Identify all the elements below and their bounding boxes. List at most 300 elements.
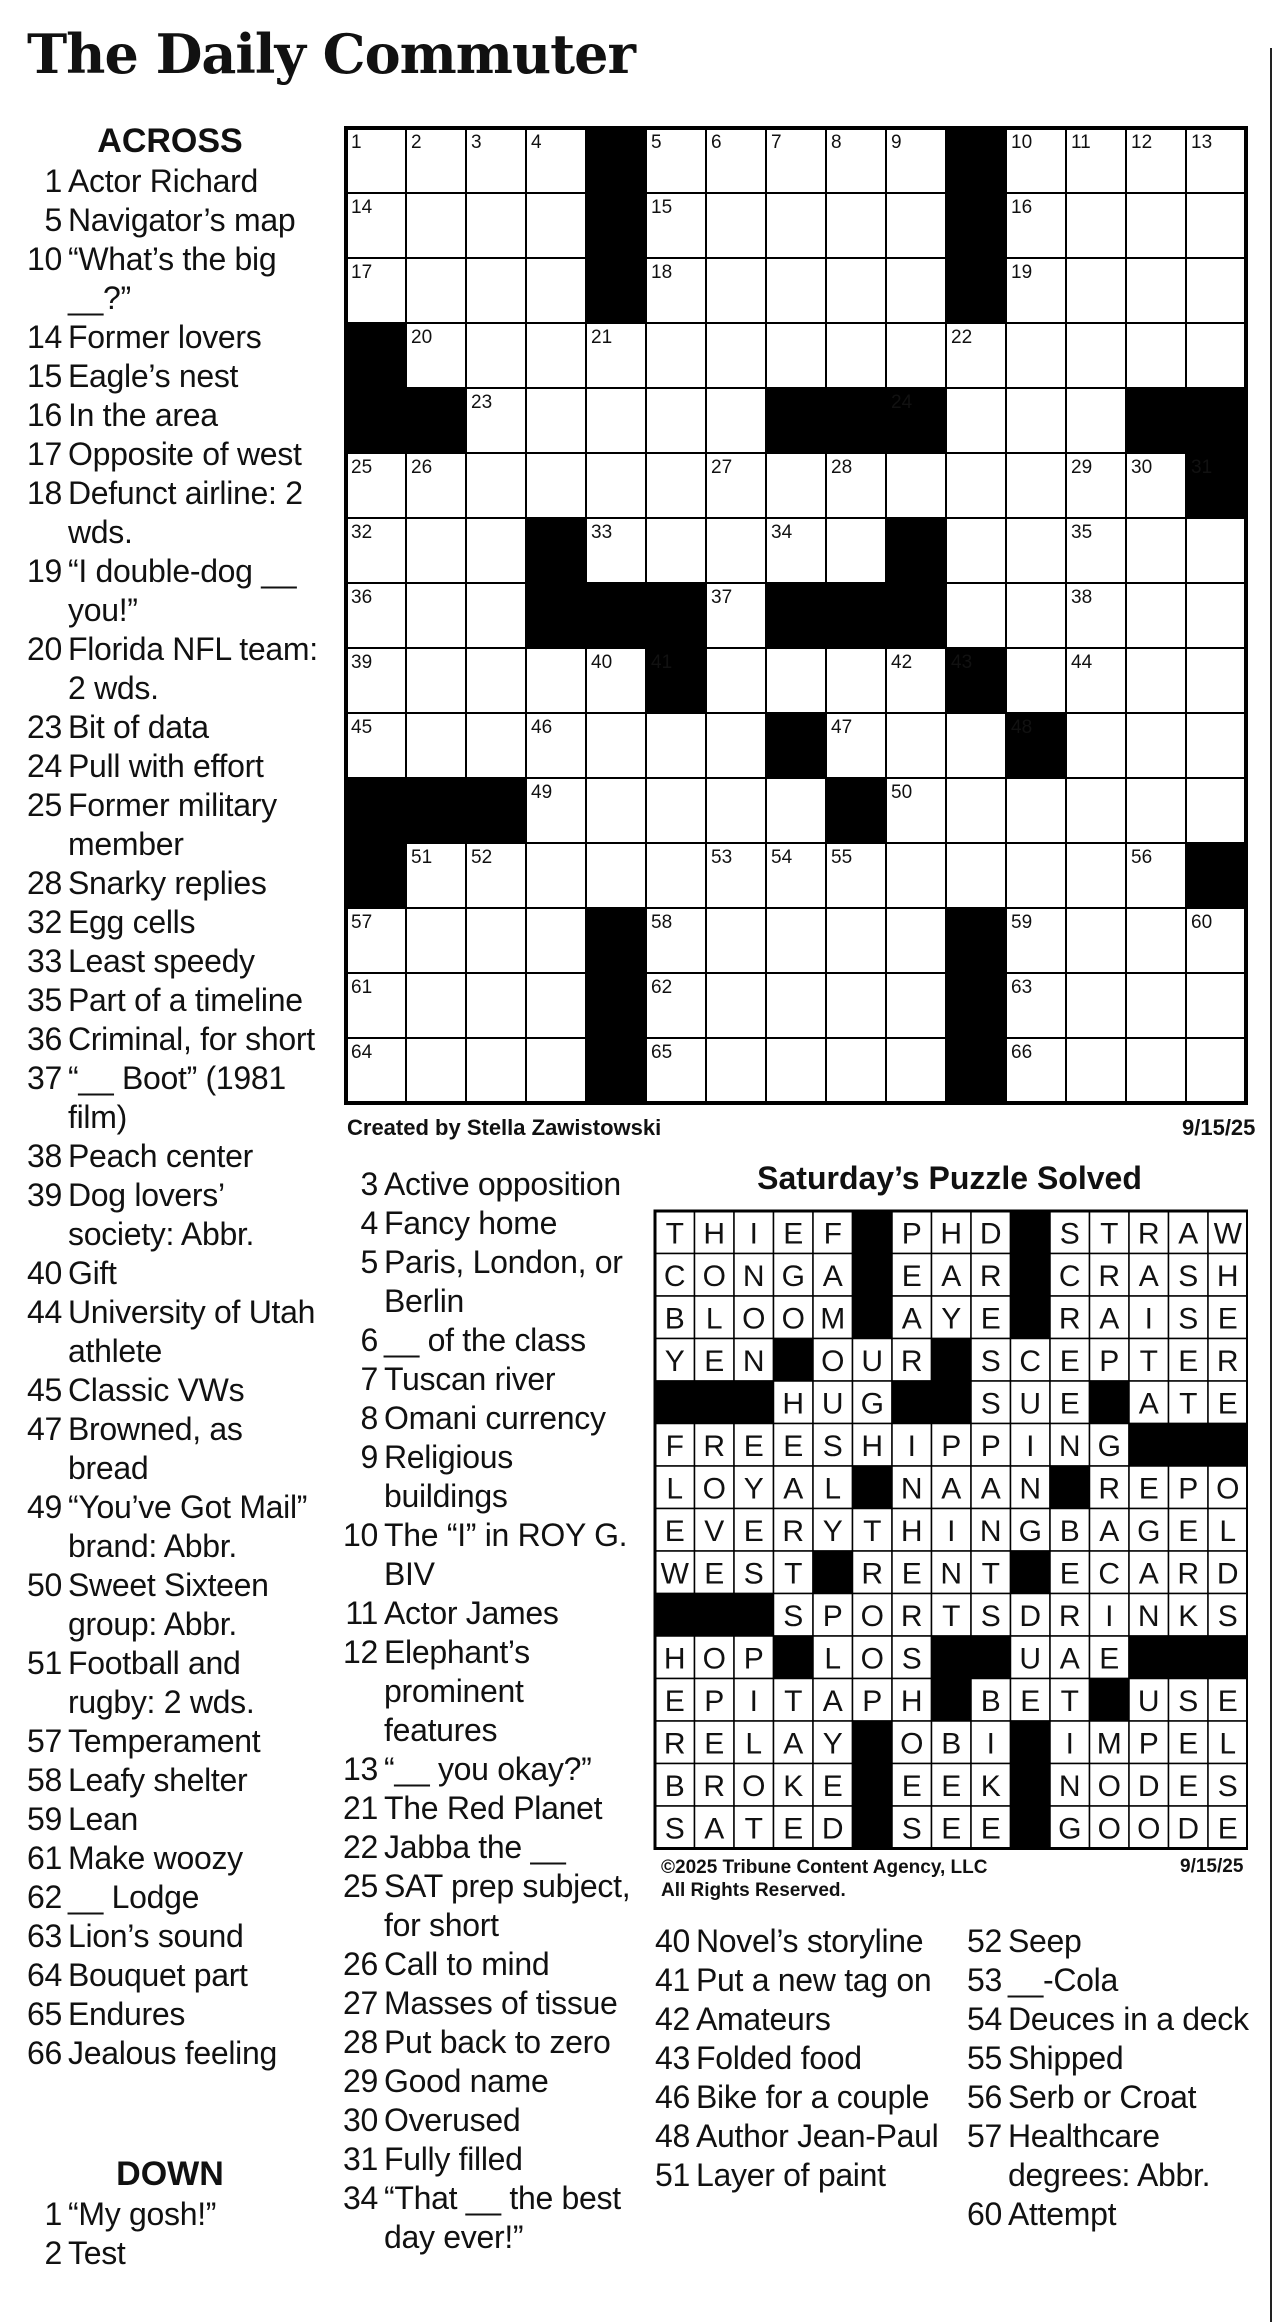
grid-cell[interactable] bbox=[586, 713, 646, 778]
grid-cell[interactable] bbox=[526, 388, 586, 453]
grid-block bbox=[886, 518, 946, 583]
solution-letter: B bbox=[980, 1684, 1001, 1718]
solution-letter: L bbox=[666, 1472, 684, 1506]
grid-cell[interactable] bbox=[586, 388, 646, 453]
grid-cell[interactable] bbox=[766, 193, 826, 258]
page-title: The Daily Commuter bbox=[27, 22, 635, 86]
clue-item bbox=[336, 1945, 636, 1984]
grid-cell[interactable] bbox=[1066, 908, 1126, 973]
solution-letter: F bbox=[823, 1217, 842, 1251]
cell-number: 32 bbox=[351, 522, 373, 543]
grid-cell[interactable] bbox=[1186, 518, 1246, 583]
grid-cell[interactable] bbox=[766, 973, 826, 1038]
solution-letter: E bbox=[743, 1429, 764, 1463]
solution-block bbox=[1011, 1806, 1051, 1849]
solution-letter: N bbox=[742, 1259, 765, 1293]
grid-cell[interactable] bbox=[1126, 778, 1186, 843]
grid-cell[interactable] bbox=[526, 323, 586, 388]
clue-number: 40 bbox=[27, 1255, 62, 1291]
grid-cell[interactable] bbox=[946, 778, 1006, 843]
grid-cell[interactable] bbox=[886, 713, 946, 778]
clue-text: Jabba the __ bbox=[384, 1829, 566, 1865]
grid-cell[interactable] bbox=[1066, 713, 1126, 778]
grid-cell[interactable] bbox=[646, 323, 706, 388]
clue-item bbox=[648, 2000, 953, 2039]
solution-letter: U bbox=[1019, 1387, 1042, 1421]
grid-cell[interactable] bbox=[706, 648, 766, 713]
clue-number: 54 bbox=[967, 2001, 1002, 2037]
grid-cell[interactable] bbox=[646, 518, 706, 583]
grid-cell[interactable] bbox=[466, 583, 526, 648]
grid-cell[interactable] bbox=[586, 843, 646, 908]
cell-number: 51 bbox=[411, 847, 433, 868]
solution-letter: O bbox=[1137, 1812, 1161, 1846]
cell-number: 11 bbox=[1071, 132, 1091, 153]
solution-letter: A bbox=[941, 1472, 962, 1506]
cell-number: 24 bbox=[891, 392, 913, 413]
cell-number: 25 bbox=[351, 457, 373, 478]
clue-number: 28 bbox=[27, 865, 62, 901]
clue-number: 25 bbox=[343, 1868, 378, 1904]
grid-cell[interactable] bbox=[1006, 583, 1066, 648]
clue-item bbox=[20, 1917, 320, 1956]
solution-letter: T bbox=[784, 1557, 803, 1591]
solution-letter: L bbox=[705, 1302, 723, 1336]
grid-block bbox=[586, 1038, 646, 1103]
grid-cell[interactable] bbox=[886, 1038, 946, 1103]
grid-cell[interactable] bbox=[1066, 778, 1126, 843]
cell-number: 6 bbox=[711, 132, 722, 153]
clue-text: Active opposition bbox=[384, 1166, 621, 1202]
grid-cell[interactable] bbox=[406, 583, 466, 648]
grid-cell[interactable] bbox=[826, 648, 886, 713]
grid-cell[interactable] bbox=[826, 193, 886, 258]
solution-letter: R bbox=[1137, 1217, 1160, 1251]
grid-block bbox=[526, 518, 586, 583]
grid-cell[interactable] bbox=[826, 518, 886, 583]
solution-block bbox=[1011, 1211, 1051, 1254]
grid-cell[interactable] bbox=[946, 843, 1006, 908]
solution-letter: N bbox=[900, 1472, 923, 1506]
grid-cell[interactable] bbox=[406, 648, 466, 713]
grid-cell[interactable] bbox=[1006, 648, 1066, 713]
clue-number: 44 bbox=[27, 1294, 62, 1330]
clue-item bbox=[20, 903, 320, 942]
clue-item bbox=[20, 2034, 320, 2073]
grid-cell[interactable] bbox=[1126, 583, 1186, 648]
clue-number: 13 bbox=[343, 1751, 378, 1787]
grid-cell[interactable] bbox=[946, 518, 1006, 583]
clue-number: 17 bbox=[27, 436, 62, 472]
solution-letter: R bbox=[1098, 1259, 1121, 1293]
grid-cell[interactable] bbox=[1126, 323, 1186, 388]
clue-text: Layer of paint bbox=[696, 2157, 886, 2193]
solution-block bbox=[1169, 1424, 1209, 1467]
solution-block bbox=[932, 1339, 972, 1382]
grid-cell[interactable] bbox=[1066, 843, 1126, 908]
clue-item bbox=[336, 1750, 636, 1789]
column-rule bbox=[1270, 48, 1272, 2322]
clue-text: Former military member bbox=[68, 787, 277, 862]
grid-cell[interactable] bbox=[766, 1038, 826, 1103]
grid-cell[interactable] bbox=[526, 193, 586, 258]
solution-letter: E bbox=[664, 1514, 685, 1548]
grid-block bbox=[586, 193, 646, 258]
clue-number: 61 bbox=[27, 1840, 62, 1876]
grid-cell[interactable] bbox=[826, 1038, 886, 1103]
solution-letter: K bbox=[980, 1769, 1001, 1803]
cell-number: 16 bbox=[1011, 197, 1033, 218]
clue-text: SAT prep subject, for short bbox=[384, 1868, 631, 1943]
grid-block bbox=[1186, 388, 1246, 453]
grid-cell[interactable] bbox=[706, 713, 766, 778]
solution-letter: E bbox=[1138, 1472, 1159, 1506]
clue-item bbox=[20, 1722, 320, 1761]
grid-cell[interactable] bbox=[886, 323, 946, 388]
grid-cell[interactable] bbox=[1186, 323, 1246, 388]
clue-item bbox=[336, 2179, 636, 2257]
grid-cell[interactable] bbox=[946, 388, 1006, 453]
solution-letter: L bbox=[1219, 1727, 1237, 1761]
clue-text: Put back to zero bbox=[384, 2024, 611, 2060]
grid-cell[interactable] bbox=[1006, 323, 1066, 388]
grid-cell[interactable] bbox=[526, 843, 586, 908]
clue-item bbox=[20, 1488, 320, 1566]
grid-cell[interactable] bbox=[886, 453, 946, 518]
grid-cell[interactable] bbox=[1126, 973, 1186, 1038]
solution-letter: C bbox=[1019, 1344, 1042, 1378]
grid-cell[interactable] bbox=[706, 388, 766, 453]
clue-item bbox=[20, 1956, 320, 1995]
solution-letter: A bbox=[1178, 1217, 1199, 1251]
cell-number: 21 bbox=[591, 327, 613, 348]
grid-block bbox=[346, 323, 406, 388]
grid-cell[interactable] bbox=[466, 453, 526, 518]
clue-text: Bit of data bbox=[68, 709, 209, 745]
solution-letter: L bbox=[745, 1727, 763, 1761]
clue-text: Overused bbox=[384, 2102, 521, 2138]
grid-cell[interactable] bbox=[1186, 778, 1246, 843]
solution-letter: R bbox=[663, 1727, 686, 1761]
clue-item bbox=[960, 2078, 1265, 2117]
solution-letter: A bbox=[980, 1472, 1001, 1506]
grid-cell[interactable] bbox=[766, 323, 826, 388]
grid-block bbox=[826, 388, 886, 453]
grid-cell[interactable] bbox=[526, 908, 586, 973]
grid-cell[interactable] bbox=[406, 973, 466, 1038]
clue-item bbox=[336, 1594, 636, 1633]
clue-text: “You’ve Got Mail” brand: Abbr. bbox=[68, 1489, 308, 1564]
cell-number: 33 bbox=[591, 522, 613, 543]
grid-cell[interactable] bbox=[1066, 388, 1126, 453]
grid-cell[interactable] bbox=[1186, 1038, 1246, 1103]
grid-cell[interactable] bbox=[646, 843, 706, 908]
clue-item bbox=[960, 2000, 1265, 2039]
grid-cell[interactable] bbox=[1126, 648, 1186, 713]
clue-item bbox=[20, 201, 320, 240]
solution-letter: S bbox=[980, 1599, 1001, 1633]
clue-number: 46 bbox=[655, 2079, 690, 2115]
grid-cell[interactable] bbox=[706, 778, 766, 843]
grid-cell[interactable] bbox=[466, 518, 526, 583]
grid-cell[interactable] bbox=[826, 908, 886, 973]
solution-letter: T bbox=[1060, 1684, 1079, 1718]
clue-text: “I double-dog __ you!” bbox=[68, 553, 297, 628]
solution-letter: E bbox=[1178, 1514, 1199, 1548]
cell-number: 35 bbox=[1071, 522, 1093, 543]
grid-cell[interactable] bbox=[1186, 713, 1246, 778]
grid-cell[interactable] bbox=[766, 648, 826, 713]
grid-cell[interactable] bbox=[466, 323, 526, 388]
grid-cell[interactable] bbox=[826, 258, 886, 323]
grid-cell[interactable] bbox=[526, 1038, 586, 1103]
solution-letter: E bbox=[1059, 1387, 1080, 1421]
clue-text: Browned, as bread bbox=[68, 1411, 243, 1486]
grid-cell[interactable] bbox=[526, 973, 586, 1038]
grid-cell[interactable] bbox=[1066, 323, 1126, 388]
clue-text: Amateurs bbox=[696, 2001, 831, 2037]
cell-number: 55 bbox=[831, 847, 853, 868]
grid-cell[interactable] bbox=[646, 778, 706, 843]
grid-cell[interactable] bbox=[406, 258, 466, 323]
grid-block bbox=[346, 388, 406, 453]
cell-number: 62 bbox=[651, 977, 673, 998]
cell-number: 48 bbox=[1011, 717, 1033, 738]
solution-letter: N bbox=[979, 1514, 1002, 1548]
grid-cell[interactable] bbox=[946, 583, 1006, 648]
clue-text: Jealous feeling bbox=[68, 2035, 277, 2071]
solution-letter: A bbox=[1138, 1387, 1159, 1421]
grid-cell[interactable] bbox=[466, 908, 526, 973]
clue-item bbox=[20, 240, 320, 318]
grid-block bbox=[346, 778, 406, 843]
clue-number: 34 bbox=[343, 2180, 378, 2216]
clue-text: Eagle’s nest bbox=[68, 358, 239, 394]
cell-number: 65 bbox=[651, 1042, 673, 1063]
grid-cell[interactable] bbox=[766, 258, 826, 323]
solution-letter: Y bbox=[664, 1344, 685, 1378]
clue-text: “__ you okay?” bbox=[384, 1751, 592, 1787]
grid-cell[interactable] bbox=[886, 258, 946, 323]
solution-letter: A bbox=[783, 1472, 804, 1506]
cell-number: 19 bbox=[1011, 262, 1033, 283]
solution-letter: G bbox=[1058, 1812, 1082, 1846]
grid-cell[interactable] bbox=[466, 1038, 526, 1103]
clue-text: “__ Boot” (1981 film) bbox=[68, 1060, 286, 1135]
clue-number: 15 bbox=[27, 358, 62, 394]
grid-cell[interactable] bbox=[586, 778, 646, 843]
cell-number: 63 bbox=[1011, 977, 1033, 998]
grid-cell[interactable] bbox=[466, 258, 526, 323]
solution-letter: O bbox=[1097, 1769, 1121, 1803]
clue-item bbox=[336, 2140, 636, 2179]
grid-cell[interactable] bbox=[646, 453, 706, 518]
grid-cell[interactable] bbox=[1126, 193, 1186, 258]
grid-cell[interactable] bbox=[1006, 843, 1066, 908]
solution-letter: V bbox=[704, 1514, 725, 1548]
grid-block bbox=[1126, 388, 1186, 453]
grid-cell[interactable] bbox=[826, 973, 886, 1038]
solution-letter: R bbox=[1216, 1344, 1239, 1378]
clue-number: 4 bbox=[360, 1205, 378, 1241]
grid-cell[interactable] bbox=[466, 713, 526, 778]
grid-cell[interactable] bbox=[526, 258, 586, 323]
solution-letter: I bbox=[749, 1217, 758, 1251]
solution-letter: N bbox=[1019, 1472, 1042, 1506]
down-clue-list-3 bbox=[648, 1922, 953, 2195]
grid-cell[interactable] bbox=[886, 973, 946, 1038]
grid-cell[interactable] bbox=[526, 648, 586, 713]
grid-cell[interactable] bbox=[466, 648, 526, 713]
solution-letter: U bbox=[821, 1387, 844, 1421]
clue-text: Dog lovers’ society: Abbr. bbox=[68, 1177, 255, 1252]
grid-cell[interactable] bbox=[826, 323, 886, 388]
solution-letter: F bbox=[665, 1429, 684, 1463]
solution-letter: R bbox=[900, 1344, 923, 1378]
clue-text: “That __ the best day ever!” bbox=[384, 2180, 621, 2255]
solution-letter: E bbox=[941, 1812, 962, 1846]
grid-cell[interactable] bbox=[1126, 518, 1186, 583]
grid-cell[interactable] bbox=[706, 1038, 766, 1103]
grid-cell[interactable] bbox=[1126, 258, 1186, 323]
clue-item bbox=[336, 1516, 636, 1594]
clue-number: 43 bbox=[655, 2040, 690, 2076]
grid-cell[interactable] bbox=[886, 193, 946, 258]
grid-cell[interactable] bbox=[526, 453, 586, 518]
solution-letter: K bbox=[1178, 1599, 1199, 1633]
grid-cell[interactable] bbox=[406, 908, 466, 973]
clue-text: Navigator’s map bbox=[68, 202, 296, 238]
clue-text: Deuces in a deck bbox=[1008, 2001, 1249, 2037]
grid-cell[interactable] bbox=[706, 193, 766, 258]
solution-letter: P bbox=[1099, 1344, 1120, 1378]
cell-number: 4 bbox=[531, 132, 542, 153]
solution-letter: I bbox=[1026, 1429, 1035, 1463]
grid-cell[interactable] bbox=[706, 908, 766, 973]
clue-number: 51 bbox=[655, 2157, 690, 2193]
grid-cell[interactable] bbox=[1006, 778, 1066, 843]
solution-letter: H bbox=[782, 1387, 805, 1421]
grid-cell[interactable] bbox=[646, 713, 706, 778]
cell-number: 31 bbox=[1191, 457, 1213, 478]
grid-cell[interactable] bbox=[946, 453, 1006, 518]
grid-cell[interactable] bbox=[1066, 1038, 1126, 1103]
clue-number: 62 bbox=[27, 1879, 62, 1915]
grid-block bbox=[886, 583, 946, 648]
grid-cell[interactable] bbox=[946, 713, 1006, 778]
grid-cell[interactable] bbox=[406, 193, 466, 258]
copyright-notice bbox=[661, 1856, 1061, 1902]
clue-item bbox=[336, 1828, 636, 1867]
grid-cell[interactable] bbox=[1186, 973, 1246, 1038]
grid-cell[interactable] bbox=[706, 518, 766, 583]
grid-cell[interactable] bbox=[766, 908, 826, 973]
grid-cell[interactable] bbox=[1006, 388, 1066, 453]
cell-number: 61 bbox=[351, 977, 373, 998]
grid-cell[interactable] bbox=[706, 973, 766, 1038]
grid-cell[interactable] bbox=[406, 1038, 466, 1103]
clue-item bbox=[20, 2234, 320, 2273]
clue-item bbox=[20, 942, 320, 981]
solution-letter: R bbox=[979, 1259, 1002, 1293]
grid-cell[interactable] bbox=[1066, 973, 1126, 1038]
solution-letter: N bbox=[742, 1344, 765, 1378]
solution-letter: O bbox=[860, 1642, 884, 1676]
clue-number: 20 bbox=[27, 631, 62, 667]
grid-cell[interactable] bbox=[1066, 258, 1126, 323]
cell-number: 5 bbox=[651, 132, 662, 153]
solution-letter: N bbox=[940, 1557, 963, 1591]
clue-item bbox=[336, 1243, 636, 1321]
grid-cell[interactable] bbox=[1126, 1038, 1186, 1103]
grid-cell[interactable] bbox=[406, 518, 466, 583]
grid-block bbox=[946, 193, 1006, 258]
grid-cell[interactable] bbox=[1186, 258, 1246, 323]
grid-cell[interactable] bbox=[1126, 908, 1186, 973]
grid-cell[interactable] bbox=[586, 453, 646, 518]
clue-text: Endures bbox=[68, 1996, 186, 2032]
grid-cell[interactable] bbox=[466, 973, 526, 1038]
grid-cell[interactable] bbox=[1126, 713, 1186, 778]
grid-cell[interactable] bbox=[1186, 193, 1246, 258]
solution-letter: I bbox=[986, 1727, 995, 1761]
grid-cell[interactable] bbox=[706, 323, 766, 388]
solution-block bbox=[853, 1254, 893, 1297]
grid-cell[interactable] bbox=[886, 908, 946, 973]
solution-letter: U bbox=[1019, 1642, 1042, 1676]
solution-letter: T bbox=[1179, 1387, 1198, 1421]
grid-cell[interactable] bbox=[406, 713, 466, 778]
down-clue-list-2 bbox=[336, 1165, 636, 2257]
solution-letter: C bbox=[663, 1259, 686, 1293]
clue-number: 12 bbox=[343, 1634, 378, 1670]
solution-letter: D bbox=[979, 1217, 1002, 1251]
grid-cell[interactable] bbox=[1186, 648, 1246, 713]
grid-cell[interactable] bbox=[1006, 453, 1066, 518]
solution-letter: E bbox=[664, 1684, 685, 1718]
solution-letter: O bbox=[900, 1727, 924, 1761]
clue-item bbox=[20, 630, 320, 708]
grid-cell[interactable] bbox=[766, 778, 826, 843]
clue-text: Football and rugby: 2 wds. bbox=[68, 1645, 255, 1720]
grid-cell[interactable] bbox=[646, 388, 706, 453]
clue-number: 56 bbox=[967, 2079, 1002, 2115]
solution-letter: R bbox=[1058, 1599, 1081, 1633]
cell-number: 17 bbox=[351, 262, 373, 283]
grid-cell[interactable] bbox=[886, 843, 946, 908]
grid-cell[interactable] bbox=[1006, 518, 1066, 583]
clue-item bbox=[20, 2195, 320, 2234]
solution-letter: S bbox=[980, 1344, 1001, 1378]
grid-cell[interactable] bbox=[1186, 583, 1246, 648]
grid-block bbox=[646, 583, 706, 648]
clue-text: Tuscan river bbox=[384, 1361, 556, 1397]
solution-letter: E bbox=[980, 1812, 1001, 1846]
grid-cell[interactable] bbox=[706, 258, 766, 323]
solution-block bbox=[1208, 1424, 1248, 1467]
clue-number: 58 bbox=[27, 1762, 62, 1798]
grid-cell[interactable] bbox=[1066, 193, 1126, 258]
clue-item bbox=[336, 1789, 636, 1828]
grid-cell[interactable] bbox=[766, 453, 826, 518]
grid-cell[interactable] bbox=[466, 193, 526, 258]
solution-letter: E bbox=[783, 1217, 804, 1251]
solution-block bbox=[734, 1594, 774, 1637]
solution-letter: R bbox=[703, 1769, 726, 1803]
cell-number: 10 bbox=[1011, 132, 1033, 153]
clue-text: Florida NFL team: 2 wds. bbox=[68, 631, 318, 706]
solution-letter: S bbox=[822, 1429, 843, 1463]
